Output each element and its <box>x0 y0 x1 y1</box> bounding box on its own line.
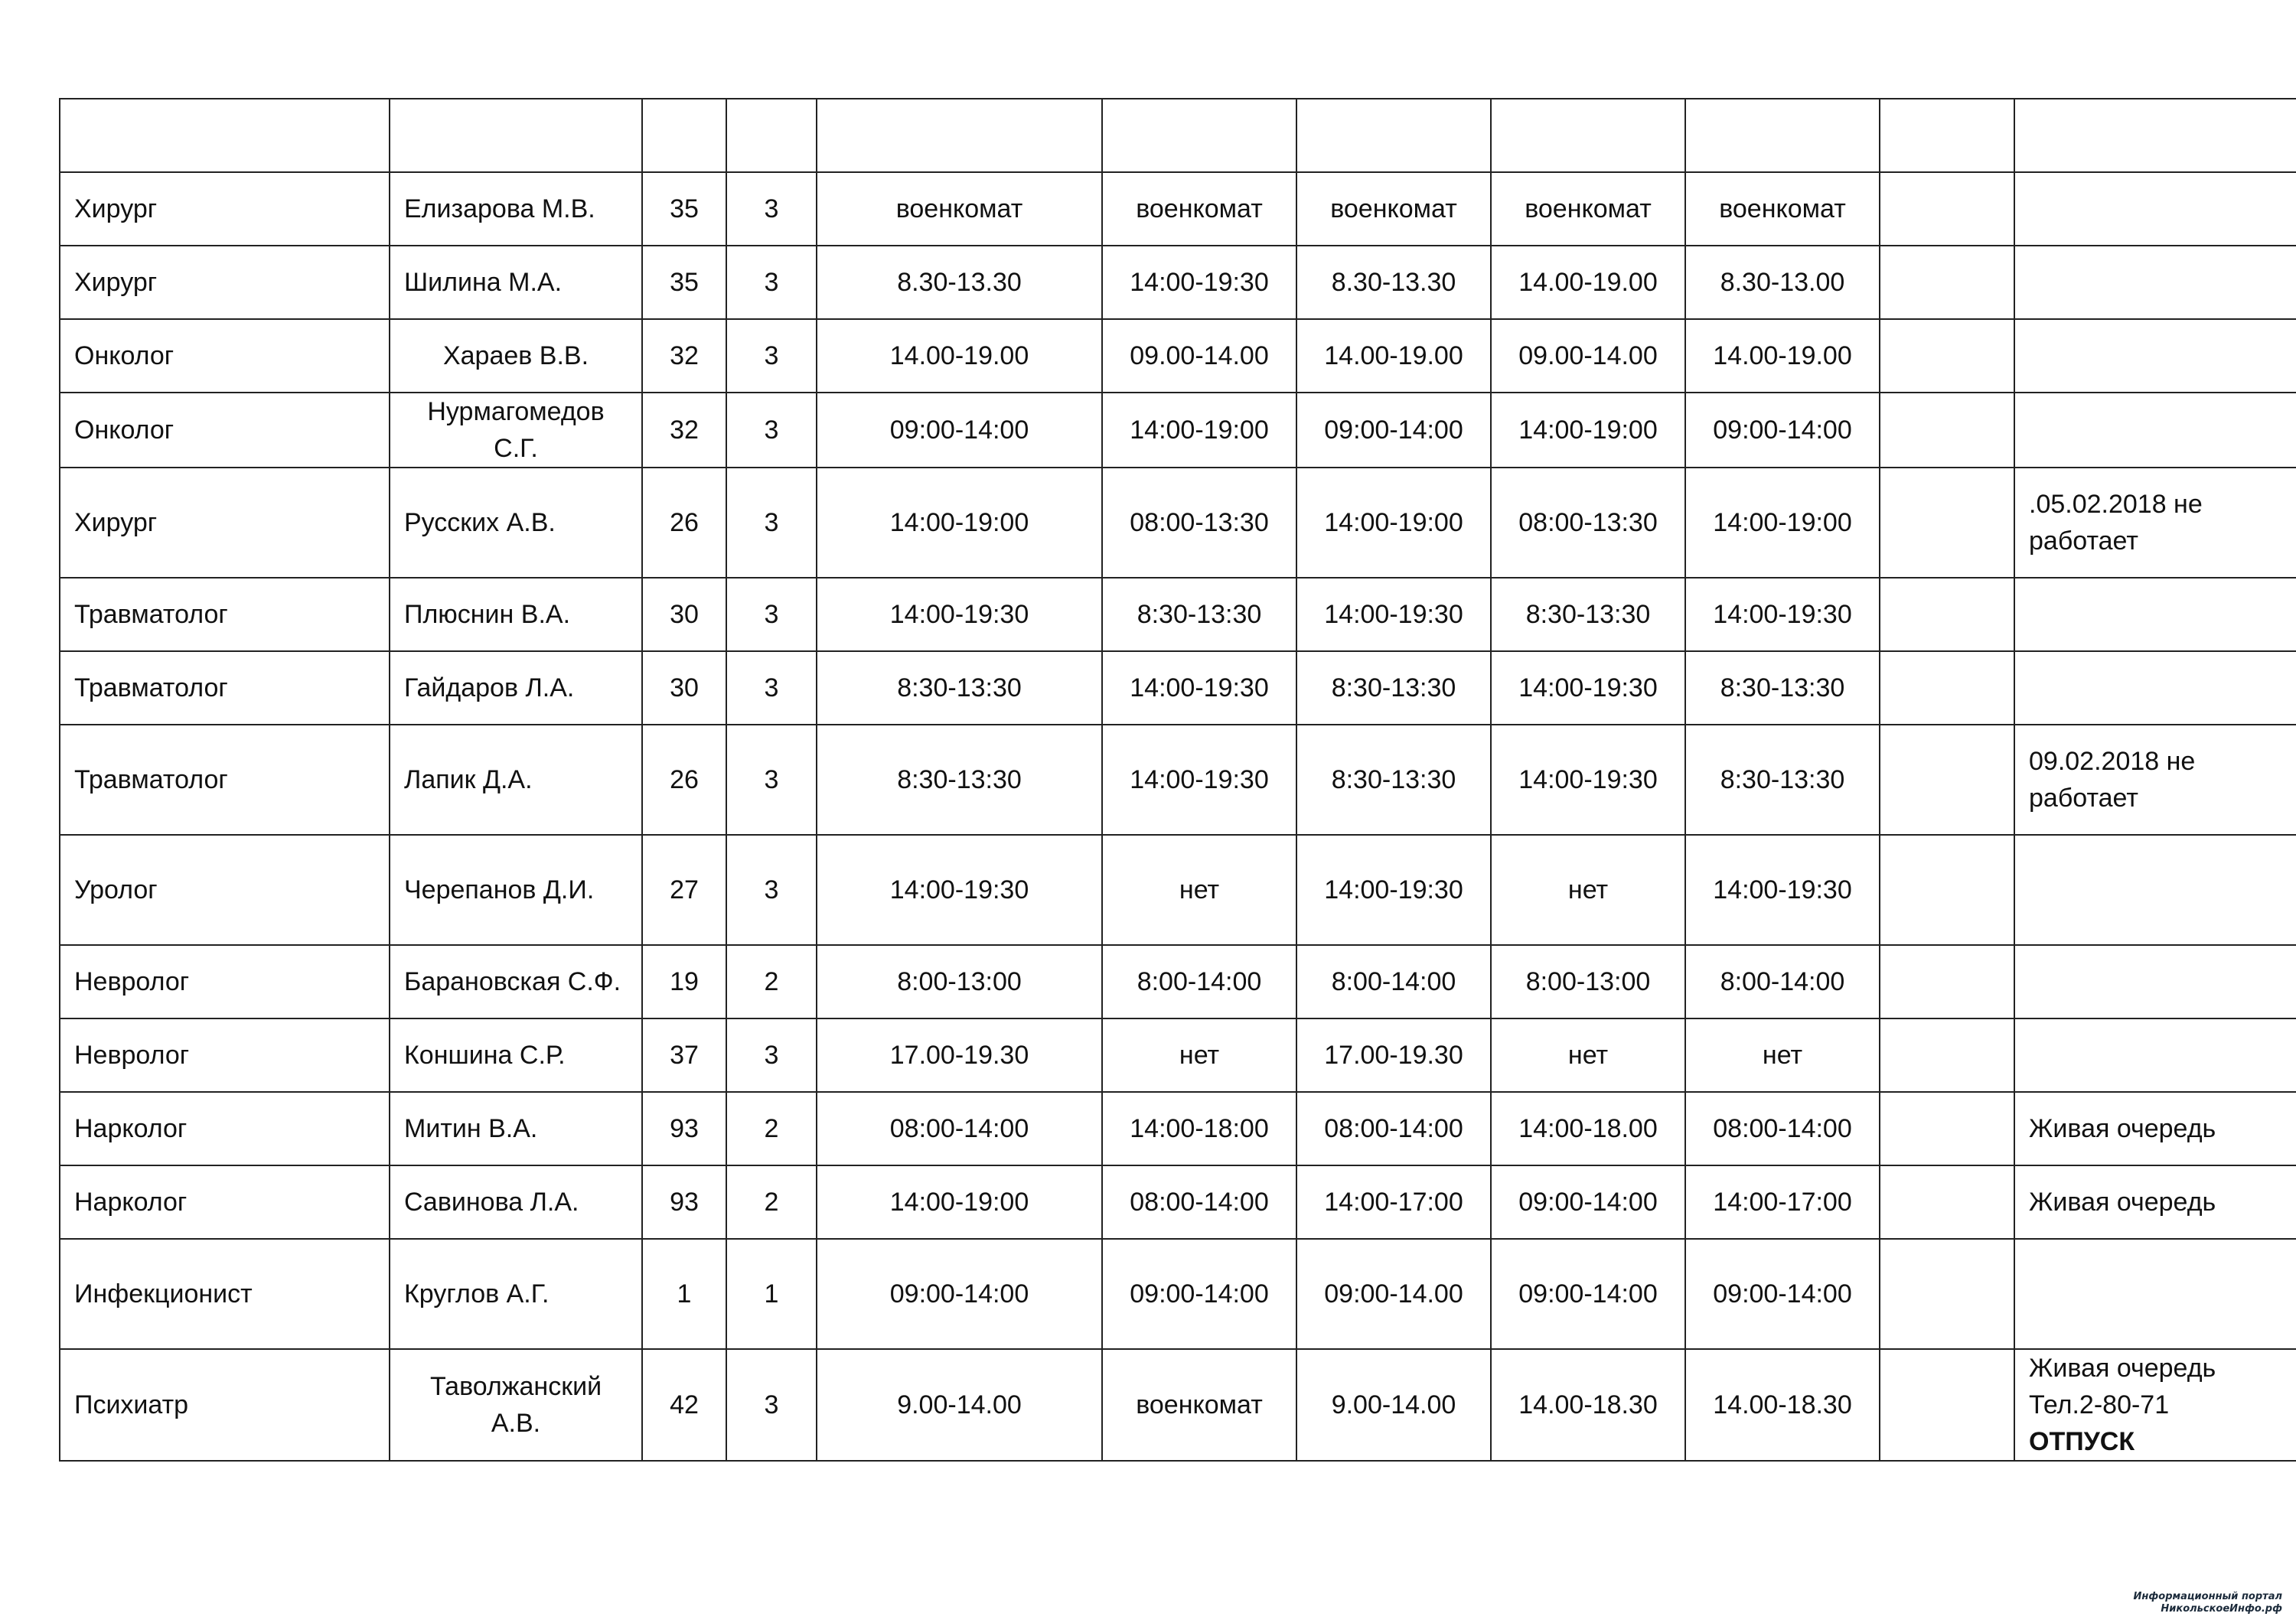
tuesday-cell: 8:00-14:00 <box>1102 945 1296 1018</box>
doctor-name-cell: Круглов А.Г. <box>390 1239 642 1349</box>
saturday-cell <box>1880 578 2014 651</box>
tuesday-cell: 14:00-19:00 <box>1102 393 1296 468</box>
wednesday-cell: 17.00-19.30 <box>1296 1018 1491 1092</box>
tuesday-cell: 14:00-19:30 <box>1102 651 1296 725</box>
thursday-cell: 14.00-18.30 <box>1491 1349 1685 1461</box>
note-cell <box>2014 945 2296 1018</box>
specialty-cell: Нарколог <box>60 1092 390 1165</box>
table-row <box>60 1018 2296 1092</box>
room-cell: 93 <box>642 1165 726 1239</box>
note-cell <box>2014 246 2296 319</box>
specialty-cell: Онколог <box>60 319 390 393</box>
room-cell: 42 <box>642 1349 726 1461</box>
table-row <box>60 99 2296 172</box>
saturday-cell <box>1880 246 2014 319</box>
thursday-cell: 8:00-13:00 <box>1491 945 1685 1018</box>
doctor-name-cell: Савинова Л.А. <box>390 1165 642 1239</box>
thursday-cell: нет <box>1491 1018 1685 1092</box>
doctor-name-cell: Лапик Д.А. <box>390 725 642 835</box>
room-cell: 19 <box>642 945 726 1018</box>
specialty-cell: Травматолог <box>60 578 390 651</box>
specialty-cell: Невролог <box>60 945 390 1018</box>
wednesday-cell: 8:00-14:00 <box>1296 945 1491 1018</box>
friday-cell: 14.00-19.00 <box>1685 319 1880 393</box>
monday-cell: 9.00-14.00 <box>817 1349 1102 1461</box>
doctor-name-cell: Гайдаров Л.А. <box>390 651 642 725</box>
saturday-cell <box>1880 319 2014 393</box>
note-cell: 09.02.2018 не работает <box>2014 725 2296 835</box>
monday-cell: 8:30-13:30 <box>817 651 1102 725</box>
doctor-name-cell: Хараев В.В. <box>390 319 642 393</box>
note-cell <box>2014 319 2296 393</box>
room-cell: 35 <box>642 172 726 246</box>
table-row <box>60 319 2296 393</box>
doctor-name-cell: Митин В.А. <box>390 1092 642 1165</box>
table-row <box>60 1349 2296 1461</box>
note-cell <box>2014 1018 2296 1092</box>
friday-cell: 14.00-18.30 <box>1685 1349 1880 1461</box>
friday-cell: военкомат <box>1685 172 1880 246</box>
saturday-cell <box>1880 99 2014 172</box>
monday-cell: 8.30-13.30 <box>817 246 1102 319</box>
wednesday-cell: 14:00-17:00 <box>1296 1165 1491 1239</box>
floor-cell: 3 <box>726 393 817 468</box>
monday-cell: 09:00-14:00 <box>817 1239 1102 1349</box>
watermark-line-2: НикольскоеИнфо.рф <box>2161 1603 2282 1615</box>
friday-cell: 09:00-14:00 <box>1685 1239 1880 1349</box>
floor-cell: 3 <box>726 246 817 319</box>
floor-cell: 3 <box>726 651 817 725</box>
thursday-cell: 14:00-18.00 <box>1491 1092 1685 1165</box>
room-cell: 30 <box>642 651 726 725</box>
saturday-cell <box>1880 1349 2014 1461</box>
thursday-cell: 09:00-14:00 <box>1491 1165 1685 1239</box>
tuesday-cell: 14:00-18:00 <box>1102 1092 1296 1165</box>
monday-cell: 09:00-14:00 <box>817 393 1102 468</box>
thursday-cell: 14:00-19:30 <box>1491 725 1685 835</box>
note-cell <box>2014 578 2296 651</box>
saturday-cell <box>1880 835 2014 945</box>
note-cell <box>2014 393 2296 468</box>
saturday-cell <box>1880 468 2014 578</box>
wednesday-cell: 09:00-14:00 <box>1296 393 1491 468</box>
note-cell: .05.02.2018 не работает <box>2014 468 2296 578</box>
table-row <box>60 1165 2296 1239</box>
floor-cell: 3 <box>726 319 817 393</box>
table-row <box>60 468 2296 578</box>
thursday-cell: нет <box>1491 835 1685 945</box>
saturday-cell <box>1880 945 2014 1018</box>
note-cell <box>2014 99 2296 172</box>
room-cell: 1 <box>642 1239 726 1349</box>
table-row <box>60 246 2296 319</box>
wednesday-cell: 14:00-19:30 <box>1296 578 1491 651</box>
table-row <box>60 651 2296 725</box>
tuesday-cell: 08:00-13:30 <box>1102 468 1296 578</box>
tuesday-cell <box>1102 99 1296 172</box>
table-row <box>60 945 2296 1018</box>
floor-cell: 3 <box>726 1018 817 1092</box>
note-queue: Живая очередь <box>2029 1354 2216 1383</box>
note-cell: Живая очередь <box>2014 1165 2296 1239</box>
doctor-name-cell: Плюснин В.А. <box>390 578 642 651</box>
tuesday-cell: военкомат <box>1102 172 1296 246</box>
specialty-cell: Хирург <box>60 246 390 319</box>
saturday-cell <box>1880 1018 2014 1092</box>
friday-cell: 08:00-14:00 <box>1685 1092 1880 1165</box>
room-cell: 32 <box>642 393 726 468</box>
tuesday-cell: 09.00-14.00 <box>1102 319 1296 393</box>
floor-cell: 2 <box>726 1092 817 1165</box>
table-row <box>60 725 2296 835</box>
friday-cell: 8:30-13:30 <box>1685 725 1880 835</box>
friday-cell: 8.30-13.00 <box>1685 246 1880 319</box>
friday-cell: 09:00-14:00 <box>1685 393 1880 468</box>
saturday-cell <box>1880 1239 2014 1349</box>
monday-cell: 14:00-19:30 <box>817 578 1102 651</box>
note-status: ОТПУСК <box>2029 1427 2135 1456</box>
specialty-cell: Уролог <box>60 835 390 945</box>
table-row <box>60 1092 2296 1165</box>
doctor-name-cell: Таволжанский А.В. <box>390 1349 642 1461</box>
monday-cell <box>817 99 1102 172</box>
table-row <box>60 1239 2296 1349</box>
friday-cell: 14:00-19:30 <box>1685 578 1880 651</box>
wednesday-cell: военкомат <box>1296 172 1491 246</box>
note-cell <box>2014 835 2296 945</box>
friday-cell: 14:00-19:00 <box>1685 468 1880 578</box>
tuesday-cell: нет <box>1102 1018 1296 1092</box>
note-cell <box>2014 1239 2296 1349</box>
table-row <box>60 172 2296 246</box>
monday-cell: 14:00-19:00 <box>817 1165 1102 1239</box>
room-cell: 35 <box>642 246 726 319</box>
wednesday-cell: 14:00-19:00 <box>1296 468 1491 578</box>
specialty-cell: Травматолог <box>60 651 390 725</box>
room-cell <box>642 99 726 172</box>
floor-cell: 2 <box>726 1165 817 1239</box>
specialty-cell: Невролог <box>60 1018 390 1092</box>
friday-cell <box>1685 99 1880 172</box>
floor-cell: 3 <box>726 578 817 651</box>
doctor-name-cell <box>390 99 642 172</box>
tuesday-cell: 09:00-14:00 <box>1102 1239 1296 1349</box>
note-phone: Тел.2-80-71 <box>2029 1390 2170 1419</box>
specialty-cell <box>60 99 390 172</box>
specialty-cell: Травматолог <box>60 725 390 835</box>
floor-cell: 1 <box>726 1239 817 1349</box>
thursday-cell: 08:00-13:30 <box>1491 468 1685 578</box>
thursday-cell <box>1491 99 1685 172</box>
note-cell <box>2014 172 2296 246</box>
wednesday-cell: 9.00-14.00 <box>1296 1349 1491 1461</box>
floor-cell: 2 <box>726 945 817 1018</box>
saturday-cell <box>1880 393 2014 468</box>
doctor-name-cell: Елизарова М.В. <box>390 172 642 246</box>
doctor-name-cell: Барановская С.Ф. <box>390 945 642 1018</box>
room-cell: 32 <box>642 319 726 393</box>
specialty-cell: Онколог <box>60 393 390 468</box>
floor-cell <box>726 99 817 172</box>
specialty-cell: Хирург <box>60 172 390 246</box>
thursday-cell: 14:00-19:30 <box>1491 651 1685 725</box>
saturday-cell <box>1880 172 2014 246</box>
thursday-cell: 14.00-19.00 <box>1491 246 1685 319</box>
specialty-cell: Инфекционист <box>60 1239 390 1349</box>
thursday-cell: 09.00-14.00 <box>1491 319 1685 393</box>
wednesday-cell: 8:30-13:30 <box>1296 651 1491 725</box>
saturday-cell <box>1880 725 2014 835</box>
room-cell: 30 <box>642 578 726 651</box>
doctor-name-cell: Коншина С.Р. <box>390 1018 642 1092</box>
wednesday-cell: 09:00-14.00 <box>1296 1239 1491 1349</box>
note-cell <box>2014 1349 2296 1461</box>
friday-cell: 8:30-13:30 <box>1685 651 1880 725</box>
wednesday-cell: 8:30-13:30 <box>1296 725 1491 835</box>
room-cell: 27 <box>642 835 726 945</box>
friday-cell: 14:00-19:30 <box>1685 835 1880 945</box>
friday-cell: 8:00-14:00 <box>1685 945 1880 1018</box>
room-cell: 37 <box>642 1018 726 1092</box>
tuesday-cell: 08:00-14:00 <box>1102 1165 1296 1239</box>
monday-cell: военкомат <box>817 172 1102 246</box>
thursday-cell: военкомат <box>1491 172 1685 246</box>
room-cell: 26 <box>642 468 726 578</box>
wednesday-cell: 14:00-19:30 <box>1296 835 1491 945</box>
thursday-cell: 8:30-13:30 <box>1491 578 1685 651</box>
friday-cell: нет <box>1685 1018 1880 1092</box>
monday-cell: 8:00-13:00 <box>817 945 1102 1018</box>
wednesday-cell: 14.00-19.00 <box>1296 319 1491 393</box>
specialty-cell: Нарколог <box>60 1165 390 1239</box>
tuesday-cell: 14:00-19:30 <box>1102 246 1296 319</box>
monday-cell: 17.00-19.30 <box>817 1018 1102 1092</box>
monday-cell: 14:00-19:00 <box>817 468 1102 578</box>
doctor-name-cell: Нурмагомедов С.Г. <box>390 393 642 468</box>
doctor-name-cell: Шилина М.А. <box>390 246 642 319</box>
thursday-cell: 14:00-19:00 <box>1491 393 1685 468</box>
note-cell: Живая очередь <box>2014 1092 2296 1165</box>
floor-cell: 3 <box>726 1349 817 1461</box>
friday-cell: 14:00-17:00 <box>1685 1165 1880 1239</box>
wednesday-cell: 08:00-14:00 <box>1296 1092 1491 1165</box>
tuesday-cell: 8:30-13:30 <box>1102 578 1296 651</box>
saturday-cell <box>1880 1092 2014 1165</box>
wednesday-cell <box>1296 99 1491 172</box>
saturday-cell <box>1880 1165 2014 1239</box>
floor-cell: 3 <box>726 172 817 246</box>
tuesday-cell: военкомат <box>1102 1349 1296 1461</box>
doctor-name-cell: Черепанов Д.И. <box>390 835 642 945</box>
table-row <box>60 393 2296 468</box>
table-row <box>60 578 2296 651</box>
monday-cell: 08:00-14:00 <box>817 1092 1102 1165</box>
monday-cell: 14:00-19:30 <box>817 835 1102 945</box>
floor-cell: 3 <box>726 725 817 835</box>
saturday-cell <box>1880 651 2014 725</box>
table-row <box>60 835 2296 945</box>
note-cell <box>2014 651 2296 725</box>
thursday-cell: 09:00-14:00 <box>1491 1239 1685 1349</box>
tuesday-cell: 14:00-19:30 <box>1102 725 1296 835</box>
room-cell: 26 <box>642 725 726 835</box>
doctor-name-cell: Русских А.В. <box>390 468 642 578</box>
monday-cell: 14.00-19.00 <box>817 319 1102 393</box>
portal-watermark <box>2134 1591 2282 1615</box>
doctor-schedule-table <box>59 98 2296 1462</box>
floor-cell: 3 <box>726 468 817 578</box>
room-cell: 93 <box>642 1092 726 1165</box>
floor-cell: 3 <box>726 835 817 945</box>
watermark-line-1: Информационный портал <box>2133 1591 2282 1602</box>
tuesday-cell: нет <box>1102 835 1296 945</box>
specialty-cell: Хирург <box>60 468 390 578</box>
wednesday-cell: 8.30-13.30 <box>1296 246 1491 319</box>
specialty-cell: Психиатр <box>60 1349 390 1461</box>
monday-cell: 8:30-13:30 <box>817 725 1102 835</box>
